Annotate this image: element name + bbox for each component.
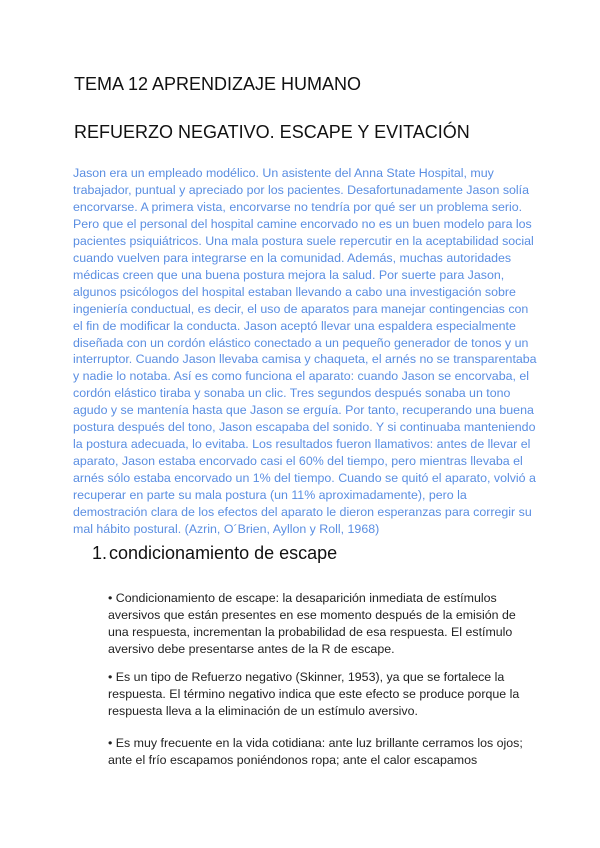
- text-line: el fin de modificar la conducta. Jason aceptó llevar una espaldera especialmente: [73, 318, 516, 333]
- text-line: Jason era un empleado modélico. Un asistente del Anna State Hospital, muy: [73, 166, 494, 180]
- document-title: TEMA 12 APRENDIZAJE HUMANO: [74, 74, 362, 94]
- text-line: mal hábito postural. (Azrin, O´Brien, Ayllon y Roll, 1968): [73, 522, 380, 537]
- text-line: respuesta lleva a la eliminación de un estímulo aversivo.: [108, 703, 418, 718]
- text-line: postura después del tono, Jason escapaba del sonido. Y si continuaba manteniendo: [73, 420, 536, 435]
- text-line: algunos psicólogos del hospital estaban llevando a cabo una investigación sobre: [73, 284, 516, 299]
- text-line: diseñada con un cordón elástico conectado a un pequeño generador de tonos y un: [73, 335, 529, 350]
- text-line: pacientes psiquiátricos. Una mala postura suele repercutir en la aceptabilidad social: [73, 233, 534, 248]
- text-line: demostración clara de los efectos del aparato le dieron esperanzas para corregir su: [73, 505, 532, 520]
- text-line: aversivos que están presentes en ese momento después de la emisión de: [108, 607, 516, 622]
- text-line: • Condicionamiento de escape: la desaparición inmediata de estímulos: [108, 591, 497, 605]
- text-line: respuesta. El término negativo indica que este efecto se produce porque la: [108, 686, 520, 701]
- bullet-item: [108, 735, 523, 769]
- text-line: cordón elástico tiraba y sonaba un clic. Tres segundos después sonaba un tono: [73, 386, 511, 401]
- case-paragraph: [73, 165, 537, 538]
- text-line: ante el frío escapamos poniéndonos ropa; ante el calor escapamos: [108, 752, 478, 767]
- document-subtitle: REFUERZO NEGATIVO. ESCAPE Y EVITACIÓN: [74, 122, 470, 142]
- text-line: agudo y se mantenía hasta que Jason se erguía. Por tanto, recuperando una buena: [73, 403, 534, 418]
- text-line: aversivo debe presentarse antes de la R de escape.: [108, 641, 395, 656]
- text-line: recuperar en parte su mala postura (un 11% aproximadamente), pero la: [73, 488, 467, 503]
- section-number: 1.: [92, 543, 108, 563]
- text-line: médicas creen que una buena postura mejora la salud. Por suerte para Jason,: [73, 267, 505, 282]
- text-line: • Es un tipo de Refuerzo negativo (Skinner, 1953), ya que se fortalece la: [108, 670, 505, 684]
- text-line: • Es muy frecuente en la vida cotidiana: ante luz brillante cerramos los ojos;: [108, 736, 523, 750]
- section-title: condicionamiento de escape: [109, 543, 338, 563]
- bullet-item: [108, 669, 519, 720]
- text-line: la postura adecuada, lo evitaba. Los resultados fueron llamativos: antes de llevar el: [73, 437, 531, 452]
- text-line: una respuesta, incrementan la probabilidad de esa respuesta. El estímulo: [108, 624, 513, 639]
- text-line: encorvarse. A primera vista, encorvarse no tendría por qué ser un problema serio.: [73, 199, 523, 214]
- text-line: trabajador, puntual y apreciado por los pacientes. Desafortunadamente Jason solía: [73, 182, 529, 197]
- text-line: cuando vuelven para integrarse en la comunidad. Además, muchas autoridades: [73, 250, 512, 265]
- text-line: arnés sólo estaba encorvado un 1% del tiempo. Cuando se quitó el aparato, volvió a: [73, 471, 536, 486]
- text-line: ingeniería conductual, es decir, el uso de aparatos para manejar contingencias con: [73, 301, 529, 316]
- text-line: y nadie lo notaba. Así es como funciona el aparato: cuando Jason se encorvaba, el: [73, 369, 530, 384]
- section-heading: [92, 543, 337, 564]
- bullet-item: [108, 590, 516, 658]
- text-line: aparato, Jason estaba encorvado casi el 60% del tiempo, pero mientras llevaba el: [73, 454, 523, 469]
- text-line: Pero que el personal del hospital camine encorvado no es un buen modelo para los: [73, 216, 532, 231]
- text-line: interruptor. Cuando Jason llevaba camisa y chaqueta, el arnés no se transparentaba: [73, 352, 537, 367]
